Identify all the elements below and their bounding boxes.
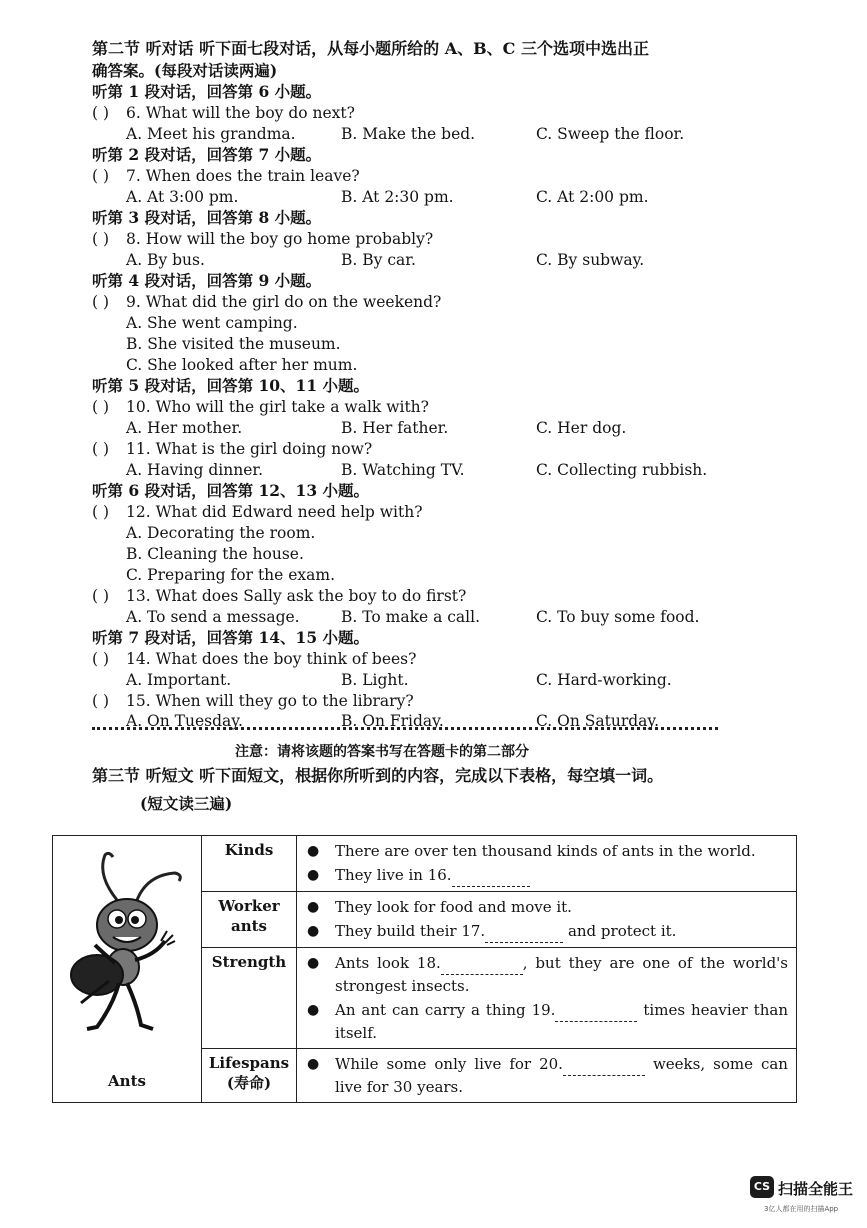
row-label: Kinds [224, 841, 274, 859]
bullet-text-prefix: They build their 17. [335, 922, 486, 940]
row-label-line1: Lifespans [208, 1054, 290, 1072]
question-7 [92, 166, 360, 186]
question-stem: 11. What is the girl doing now? [126, 440, 373, 458]
bullet-icon: ● [307, 843, 320, 859]
table-row-kinds [53, 836, 797, 892]
content-strength [297, 948, 797, 1049]
dialogue-6-instruction: 听第 6 段对话，回答第 12、13 小题。 [92, 481, 370, 500]
bullet-item [307, 920, 788, 943]
label-lifespans [202, 1049, 297, 1103]
label-kinds [202, 836, 297, 892]
answer-blank-20[interactable] [563, 1053, 645, 1076]
option-b: B. To make a call. [341, 608, 481, 626]
option-a: A. She went camping. [126, 314, 298, 332]
answer-blank-17[interactable] [485, 920, 563, 943]
question-13 [92, 586, 466, 606]
answer-paren[interactable]: ( ) [92, 167, 110, 185]
scanner-app-name: 扫描全能王 [778, 1180, 854, 1198]
bullet-item [307, 1053, 788, 1098]
dialogue-7-instruction: 听第 7 段对话，回答第 14、15 小题。 [92, 628, 370, 647]
answer-paren[interactable]: ( ) [92, 293, 110, 311]
bullet-text-prefix: They live in 16. [335, 866, 452, 884]
label-strength [202, 948, 297, 1049]
bullet-icon: ● [307, 867, 320, 883]
option-b: B. Cleaning the house. [126, 545, 304, 563]
ant-image-cell [53, 836, 202, 1103]
option-c: C. By subway. [536, 251, 645, 269]
bullet-icon: ● [307, 899, 320, 915]
answer-paren[interactable]: ( ) [92, 230, 110, 248]
question-stem: 14. What does the boy think of bees? [126, 650, 417, 668]
option-b: B. At 2:30 pm. [341, 188, 454, 206]
bullet-text-suffix: , but they are one of the world's strongest insects. [335, 954, 788, 995]
question-stem: 6. What will the boy do next? [126, 104, 355, 122]
question-stem: 8. How will the boy go home probably? [126, 230, 434, 248]
option-c: C. Hard-working. [536, 671, 672, 689]
bullet-text [335, 952, 788, 997]
option-a: A. Important. [126, 671, 232, 689]
answer-paren[interactable]: ( ) [92, 440, 110, 458]
image-caption: Ants [108, 1072, 146, 1090]
option-c: C. Preparing for the exam. [126, 566, 336, 584]
question-6 [92, 103, 355, 123]
section3-sub: (短文读三遍) [140, 794, 233, 813]
question-10 [92, 397, 429, 417]
answer-paren[interactable]: ( ) [92, 587, 110, 605]
section2-heading-cont: 确答案。(每段对话读两遍) [92, 61, 278, 80]
option-a: A. Having dinner. [126, 461, 264, 479]
bullet-text: They look for food and move it. [335, 898, 572, 916]
section2-heading: 第二节 听对话 听下面七段对话，从每小题所给的 A、B、C 三个选项中选出正 [92, 39, 649, 58]
option-c: C. On Saturday. [536, 712, 660, 730]
dotted-divider [92, 727, 718, 730]
question-12 [92, 502, 423, 522]
question-11 [92, 439, 372, 459]
answer-notice: 注意：请将该题的答案书写在答题卡的第二部分 [235, 744, 529, 760]
row-label-line1: Worker [218, 897, 280, 915]
option-a: A. To send a message. [126, 608, 300, 626]
row-label: Strength [211, 953, 287, 971]
option-a: A. Meet his grandma. [126, 125, 296, 143]
option-a: A. Her mother. [126, 419, 243, 437]
dialogue-3-instruction: 听第 3 段对话，回答第 8 小题。 [92, 208, 322, 227]
option-a: A. Decorating the room. [126, 524, 316, 542]
question-stem: 12. What did Edward need help with? [126, 503, 423, 521]
bullet-text: There are over ten thousand kinds of ants in the world. [335, 842, 756, 860]
bullet-text-suffix: weeks, some can live for 30 years. [335, 1055, 788, 1096]
option-b: B. Light. [341, 671, 409, 689]
bullet-item [307, 864, 788, 887]
question-stem: 9. What did the girl do on the weekend? [126, 293, 442, 311]
bullet-icon: ● [307, 1002, 320, 1018]
question-9 [92, 292, 441, 312]
answer-paren[interactable]: ( ) [92, 650, 110, 668]
camscanner-logo-icon: CS [750, 1176, 774, 1198]
bullet-icon: ● [307, 923, 320, 939]
content-kinds [297, 836, 797, 892]
option-c: C. Her dog. [536, 419, 627, 437]
content-worker-ants [297, 892, 797, 948]
option-c: C. At 2:00 pm. [536, 188, 649, 206]
answer-blank-18[interactable] [441, 952, 523, 975]
question-stem: 10. Who will the girl take a walk with? [126, 398, 429, 416]
row-label-line2: ants [231, 917, 267, 935]
ant-illustration [57, 845, 197, 1045]
option-c: C. Collecting rubbish. [536, 461, 708, 479]
answer-paren[interactable]: ( ) [92, 692, 110, 710]
bullet-text-suffix: times heavier than itself. [335, 1001, 788, 1042]
bullet-icon: ● [307, 1056, 320, 1072]
option-a: A. At 3:00 pm. [126, 188, 239, 206]
bullet-text-prefix: Ants look 18. [335, 954, 441, 972]
answer-paren[interactable]: ( ) [92, 104, 110, 122]
answer-paren[interactable]: ( ) [92, 398, 110, 416]
bullet-text-suffix: and protect it. [567, 922, 677, 940]
bullet-text [335, 864, 788, 887]
section3-heading: 第三节 听短文 听下面短文，根据你所听到的内容，完成以下表格，每空填一词。 [92, 766, 664, 785]
bullet-item [307, 840, 788, 862]
dialogue-2-instruction: 听第 2 段对话，回答第 7 小题。 [92, 145, 322, 164]
answer-blank-19[interactable] [555, 999, 637, 1022]
option-b: B. She visited the museum. [126, 335, 341, 353]
label-worker-ants [202, 892, 297, 948]
option-a: A. By bus. [126, 251, 205, 269]
option-b: B. By car. [341, 251, 416, 269]
answer-paren[interactable]: ( ) [92, 503, 110, 521]
question-8 [92, 229, 433, 249]
bullet-item [307, 896, 788, 918]
dialogue-5-instruction: 听第 5 段对话，回答第 10、11 小题。 [92, 376, 370, 395]
option-c: C. She looked after her mum. [126, 356, 358, 374]
dialogue-4-instruction: 听第 4 段对话，回答第 9 小题。 [92, 271, 322, 290]
question-15 [92, 691, 414, 711]
bullet-item [307, 999, 788, 1044]
bullet-text [335, 999, 788, 1044]
option-c: C. To buy some food. [536, 608, 700, 626]
bullet-text [335, 920, 788, 943]
question-14 [92, 649, 416, 669]
option-c: C. Sweep the floor. [536, 125, 685, 143]
bullet-item [307, 952, 788, 997]
option-b: B. On Friday. [341, 712, 444, 730]
answer-blank-16[interactable] [452, 864, 530, 887]
bullet-text-prefix: While some only live for 20. [335, 1055, 563, 1073]
ants-info-table [52, 835, 797, 1103]
scanner-app-tagline: 3亿人都在用的扫描App [764, 1205, 839, 1213]
option-b: B. Her father. [341, 419, 449, 437]
question-stem: 15. When will they go to the library? [126, 692, 414, 710]
bullet-icon: ● [307, 955, 320, 971]
content-lifespans [297, 1049, 797, 1103]
row-label-line2: (寿命) [226, 1074, 272, 1092]
option-b: B. Make the bed. [341, 125, 476, 143]
option-b: B. Watching TV. [341, 461, 465, 479]
bullet-text-prefix: An ant can carry a thing 19. [335, 1001, 556, 1019]
dialogue-1-instruction: 听第 1 段对话，回答第 6 小题。 [92, 82, 322, 101]
question-stem: 13. What does Sally ask the boy to do first? [126, 587, 467, 605]
bullet-text [335, 1053, 788, 1098]
option-a: A. On Tuesday. [126, 712, 243, 730]
question-stem: 7. When does the train leave? [126, 167, 360, 185]
